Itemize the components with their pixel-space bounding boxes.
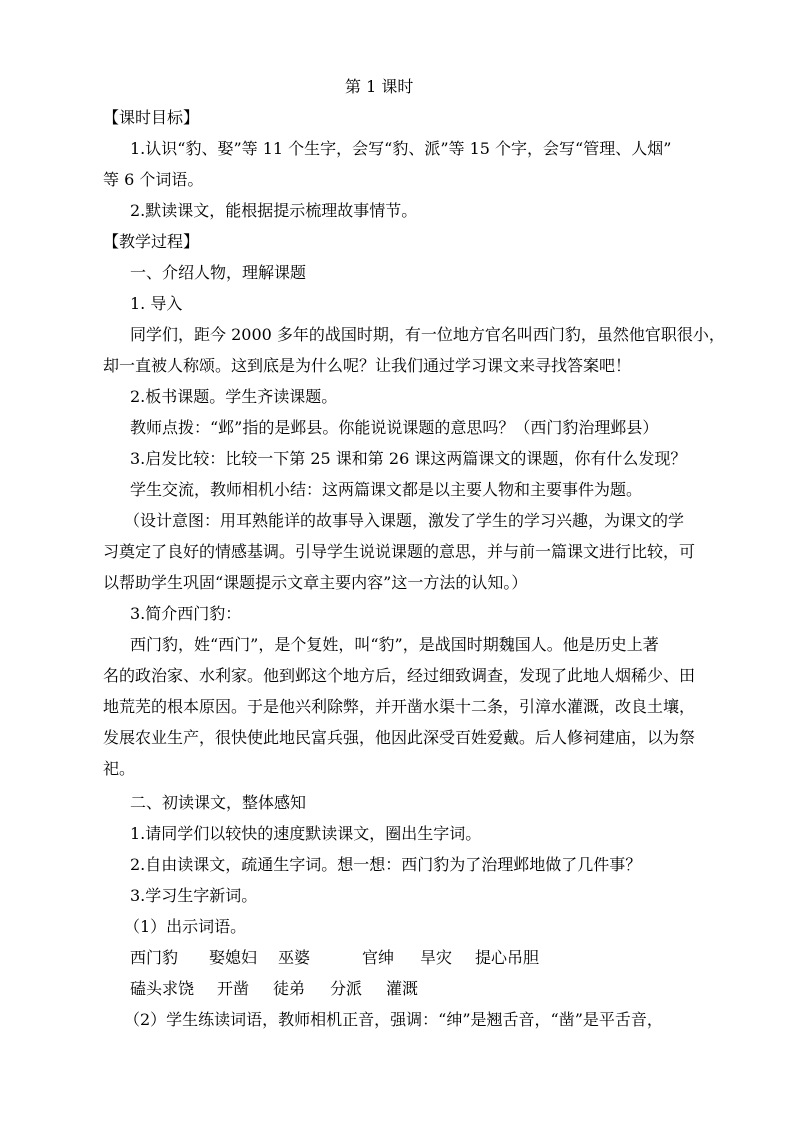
design-intent-line-3: 以帮助学生巩固“课题提示文章主要内容”这一方法的认知。） [103, 573, 528, 592]
goal-2: 2.默读课文，能根据提示梳理故事情节。 [130, 201, 418, 220]
vocab-word: 分派 [330, 979, 363, 998]
step-3-compare: 3.启发比较：比较一下第 25 课和第 26 课这两篇课文的课题，你有什么发现？ [130, 449, 687, 468]
read-step-1: 1.请同学们以较快的速度默读课文，圈出生字词。 [130, 824, 482, 843]
process-heading: 【教学过程】 [103, 232, 200, 251]
goal-1-line-1: 1.认识“豹、娶”等 11 个生字，会写“豹、派”等 15 个字，会写“管理、人烟” [130, 139, 672, 158]
section-1-heading: 一、介绍人物，理解课题 [130, 263, 307, 282]
teacher-hint: 教师点拨：“邺”指的是邺县。你能说说课题的意思吗？（西门豹治理邺县） [130, 418, 659, 437]
vocab-word: 官绅 [362, 948, 395, 967]
read-step-3: 3.学习生字新词。 [130, 886, 258, 905]
vocab-word: 磕头求饶 [130, 979, 195, 998]
goals-heading: 【课时目标】 [103, 108, 200, 127]
student-exchange: 学生交流，教师相机小结：这两篇课文都是以主要人物和主要事件为题。 [130, 480, 643, 499]
goal-1-line-2: 等 6 个词语。 [103, 170, 204, 189]
vocab-word: 西门豹 [130, 948, 179, 967]
design-intent-line-1: （设计意图：用耳熟能详的故事导入课题，激发了学生的学习兴趣，为课文的学 [124, 511, 685, 530]
vocab-word: 提心吊胆 [475, 948, 540, 967]
biography-line-5: 祀。 [103, 759, 136, 778]
show-words: （1）出示词语。 [124, 917, 247, 936]
intro-paragraph-line-2: 却一直被人称颂。这到底是为什么呢？让我们通过学习课文来寻找答案吧！ [103, 356, 632, 375]
vocab-word: 巫婆 [278, 948, 311, 967]
read-step-2: 2.自由读课文，疏通生字词。想一想：西门豹为了治理邺地做了几件事？ [130, 855, 642, 874]
biography-line-3: 地荒芜的根本原因。于是他兴利除弊，并开凿水渠十二条，引漳水灌溉，改良土壤， [103, 697, 696, 716]
design-intent-line-2: 习奠定了良好的情感基调。引导学生说说课题的意思，并与前一篇课文进行比较，可 [103, 542, 696, 561]
practice-line: （2）学生练读词语，教师相机正音，强调：“绅”是翘舌音，“凿”是平舌音， [124, 1010, 663, 1029]
biography-line-1: 西门豹，姓“西门”，是个复姓，叫“豹”，是战国时期魏国人。他是历史上著 [130, 635, 659, 654]
vocab-word: 娶媳妇 [209, 948, 258, 967]
section-2-heading: 二、初读课文，整体感知 [130, 793, 307, 812]
vocab-word: 开凿 [217, 979, 250, 998]
biography-line-2: 名的政治家、水利家。他到邺这个地方后，经过细致调查，发现了此地人烟稀少、田 [103, 666, 696, 685]
biography-line-4: 发展农业生产，很快使此地民富兵强，他因此深受百姓爱戴。后人修祠建庙，以为祭 [103, 728, 696, 747]
lesson-title: 第 1 课时 [345, 77, 414, 96]
intro-paragraph-line-1: 同学们，距今 2000 多年的战国时期，有一位地方官名叫西门豹，虽然他官职很小， [130, 325, 725, 344]
vocab-word: 徒弟 [273, 979, 306, 998]
step-1-intro: 1. 导入 [130, 294, 183, 313]
vocab-word: 旱灾 [420, 948, 453, 967]
vocab-word: 灌溉 [386, 979, 419, 998]
step-3-biography: 3.简介西门豹： [130, 604, 242, 623]
step-2-board: 2.板书课题。学生齐读课题。 [130, 387, 338, 406]
